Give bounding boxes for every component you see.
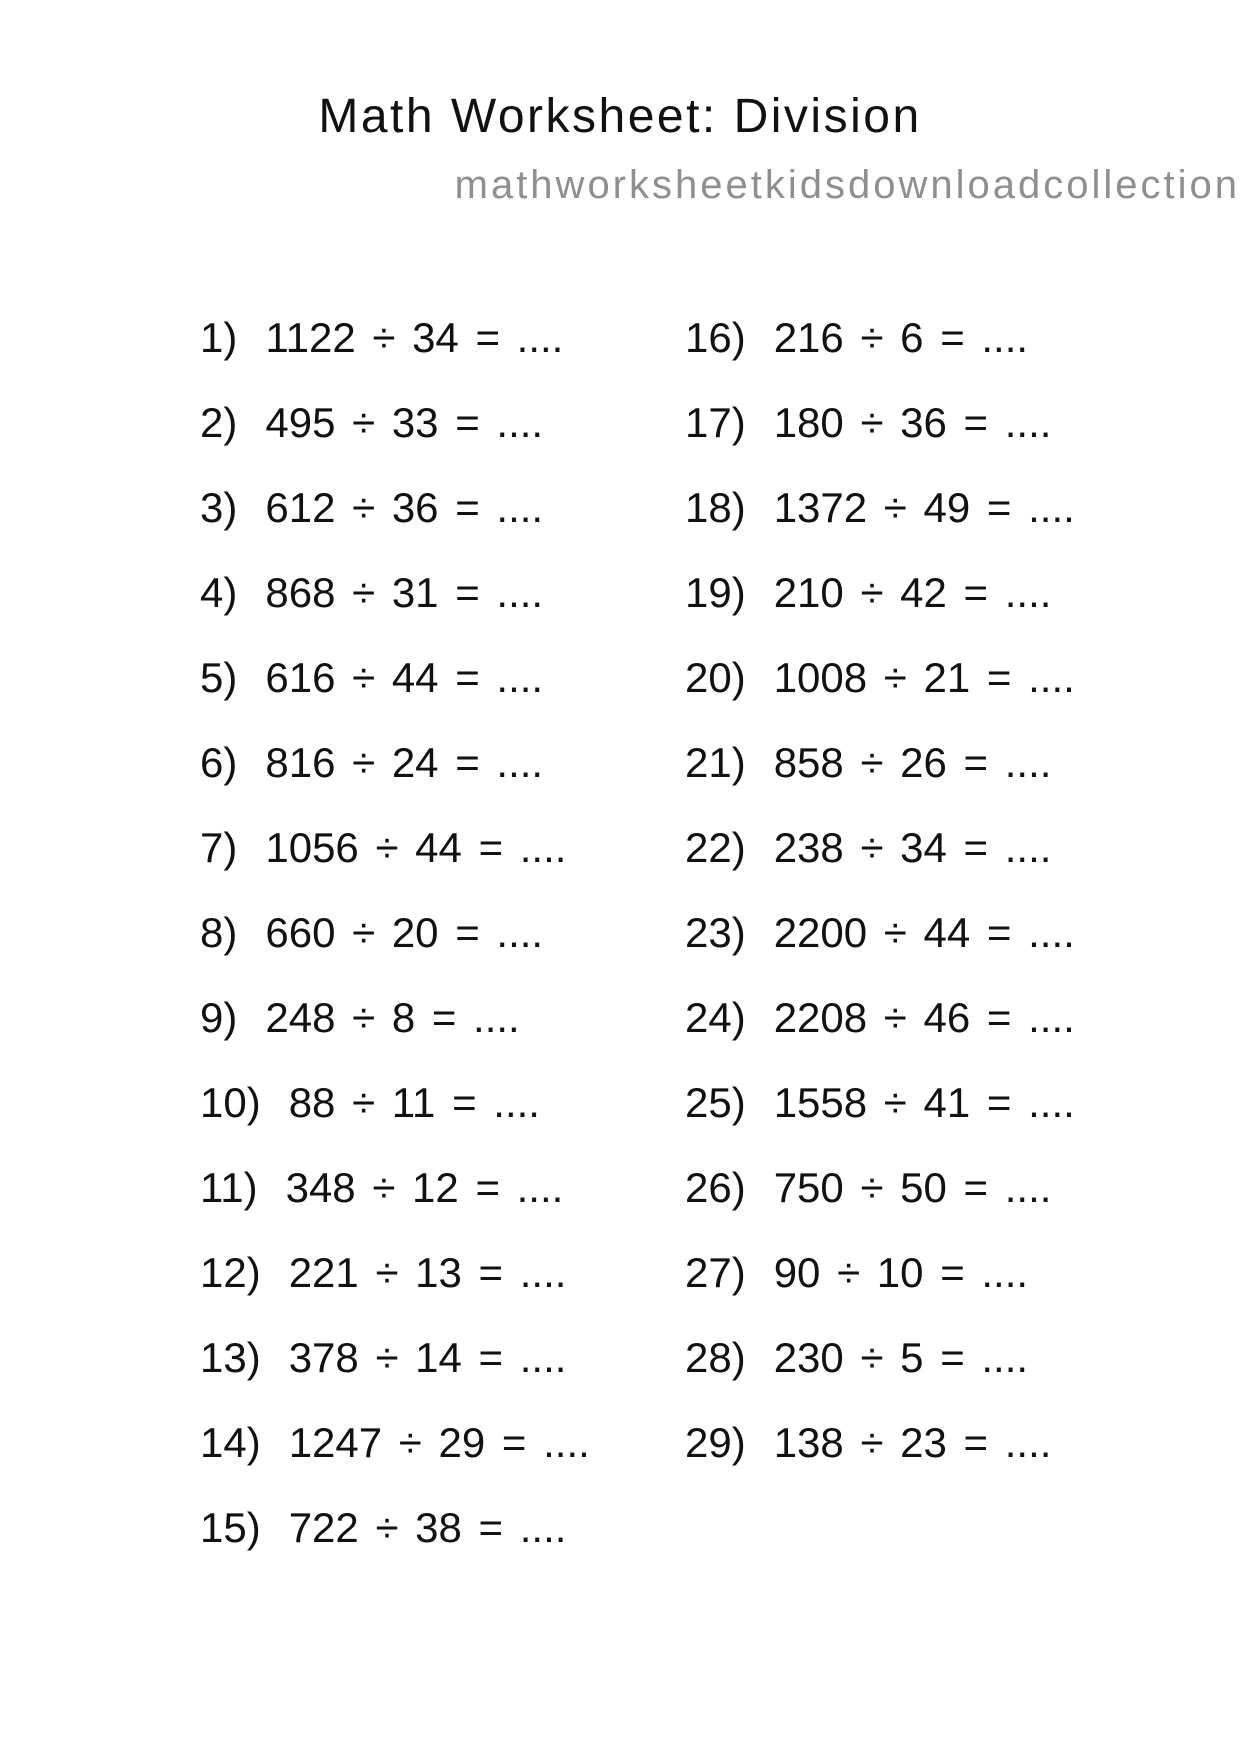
- problem-expression: 1372 ÷ 49 = ....: [773, 484, 1075, 532]
- problem-expression: 221 ÷ 13 = ....: [288, 1249, 567, 1297]
- problem-number: 5): [200, 654, 238, 702]
- problem-row: [685, 551, 1240, 636]
- problem-expression: 2200 ÷ 44 = ....: [773, 909, 1075, 957]
- problem-row: [685, 1401, 1240, 1486]
- problem-row: [685, 721, 1240, 806]
- problem-number: 26): [685, 1164, 746, 1212]
- problems-column-right: [685, 296, 1240, 1571]
- problem-number: 18): [685, 484, 746, 532]
- problem-row: [685, 466, 1240, 551]
- problem-row: [200, 976, 685, 1061]
- problem-row: [685, 806, 1240, 891]
- problem-expression: 868 ÷ 31 = ....: [265, 569, 544, 617]
- problem-row: [685, 1061, 1240, 1146]
- problem-row: [200, 1486, 685, 1571]
- problem-number: 7): [200, 824, 238, 872]
- problem-row: [200, 636, 685, 721]
- problem-expression: 90 ÷ 10 = ....: [773, 1249, 1029, 1297]
- problem-expression: 1122 ÷ 34 = ....: [265, 314, 564, 362]
- problem-expression: 816 ÷ 24 = ....: [265, 739, 544, 787]
- problem-number: 8): [200, 909, 238, 957]
- problem-expression: 210 ÷ 42 = ....: [773, 569, 1052, 617]
- problem-expression: 858 ÷ 26 = ....: [773, 739, 1052, 787]
- site-watermark: mathworksheetkidsdownloadcollection: [454, 162, 1240, 207]
- problem-number: 16): [685, 314, 746, 362]
- problem-row: [685, 636, 1240, 721]
- problem-row: [685, 381, 1240, 466]
- problems-column-left: [200, 296, 685, 1571]
- problem-number: 6): [200, 739, 238, 787]
- problem-row: [200, 1146, 685, 1231]
- problem-expression: 88 ÷ 11 = ....: [288, 1079, 540, 1127]
- problem-expression: 1558 ÷ 41 = ....: [773, 1079, 1075, 1127]
- problem-number: 4): [200, 569, 238, 617]
- problem-row: [200, 1401, 685, 1486]
- problem-expression: 750 ÷ 50 = ....: [773, 1164, 1052, 1212]
- problem-expression: 230 ÷ 5 = ....: [773, 1334, 1029, 1382]
- problem-row: [685, 1231, 1240, 1316]
- problem-expression: 378 ÷ 14 = ....: [288, 1334, 567, 1382]
- problem-expression: 348 ÷ 12 = ....: [285, 1164, 564, 1212]
- problem-number: 13): [200, 1334, 261, 1382]
- problem-number: 19): [685, 569, 746, 617]
- problem-expression: 180 ÷ 36 = ....: [773, 399, 1052, 447]
- problem-row: [200, 1316, 685, 1401]
- problem-row: [200, 296, 685, 381]
- problem-expression: 1056 ÷ 44 = ....: [265, 824, 567, 872]
- problem-number: 2): [200, 399, 238, 447]
- problem-row: [200, 721, 685, 806]
- problem-row: [685, 1146, 1240, 1231]
- problem-number: 11): [200, 1164, 258, 1212]
- problem-number: 10): [200, 1079, 261, 1127]
- problem-number: 3): [200, 484, 238, 532]
- problem-number: 9): [200, 994, 238, 1042]
- worksheet-title: Math Worksheet: Division: [318, 90, 922, 143]
- problem-expression: 2208 ÷ 46 = ....: [773, 994, 1075, 1042]
- problem-row: [200, 1061, 685, 1146]
- problem-expression: 612 ÷ 36 = ....: [265, 484, 544, 532]
- problem-number: 1): [200, 314, 238, 362]
- problem-expression: 248 ÷ 8 = ....: [265, 994, 520, 1042]
- problem-number: 28): [685, 1334, 746, 1382]
- problem-expression: 660 ÷ 20 = ....: [265, 909, 544, 957]
- problem-expression: 1008 ÷ 21 = ....: [773, 654, 1075, 702]
- problem-number: 24): [685, 994, 746, 1042]
- problem-expression: 216 ÷ 6 = ....: [773, 314, 1029, 362]
- problem-number: 29): [685, 1419, 746, 1467]
- problem-row: [200, 466, 685, 551]
- problem-number: 22): [685, 824, 746, 872]
- problem-row: [200, 551, 685, 636]
- problem-number: 12): [200, 1249, 261, 1297]
- problem-number: 25): [685, 1079, 746, 1127]
- problem-row: [200, 1231, 685, 1316]
- problem-number: 27): [685, 1249, 746, 1297]
- problem-number: 15): [200, 1504, 261, 1552]
- problem-row: [200, 891, 685, 976]
- problem-row: [685, 976, 1240, 1061]
- problem-number: 14): [200, 1419, 261, 1467]
- problem-list: [0, 296, 1240, 1571]
- problem-expression: 722 ÷ 38 = ....: [288, 1504, 567, 1552]
- problem-expression: 138 ÷ 23 = ....: [773, 1419, 1052, 1467]
- problem-row: [685, 1316, 1240, 1401]
- problem-expression: 616 ÷ 44 = ....: [265, 654, 544, 702]
- problem-number: 20): [685, 654, 746, 702]
- problem-number: 17): [685, 399, 746, 447]
- problem-expression: 238 ÷ 34 = ....: [773, 824, 1052, 872]
- problem-number: 21): [685, 739, 746, 787]
- problem-row: [685, 296, 1240, 381]
- problem-expression: 1247 ÷ 29 = ....: [288, 1419, 590, 1467]
- problem-row: [685, 891, 1240, 976]
- problem-row: [200, 381, 685, 466]
- problem-number: 23): [685, 909, 746, 957]
- problem-expression: 495 ÷ 33 = ....: [265, 399, 544, 447]
- problem-row: [200, 806, 685, 891]
